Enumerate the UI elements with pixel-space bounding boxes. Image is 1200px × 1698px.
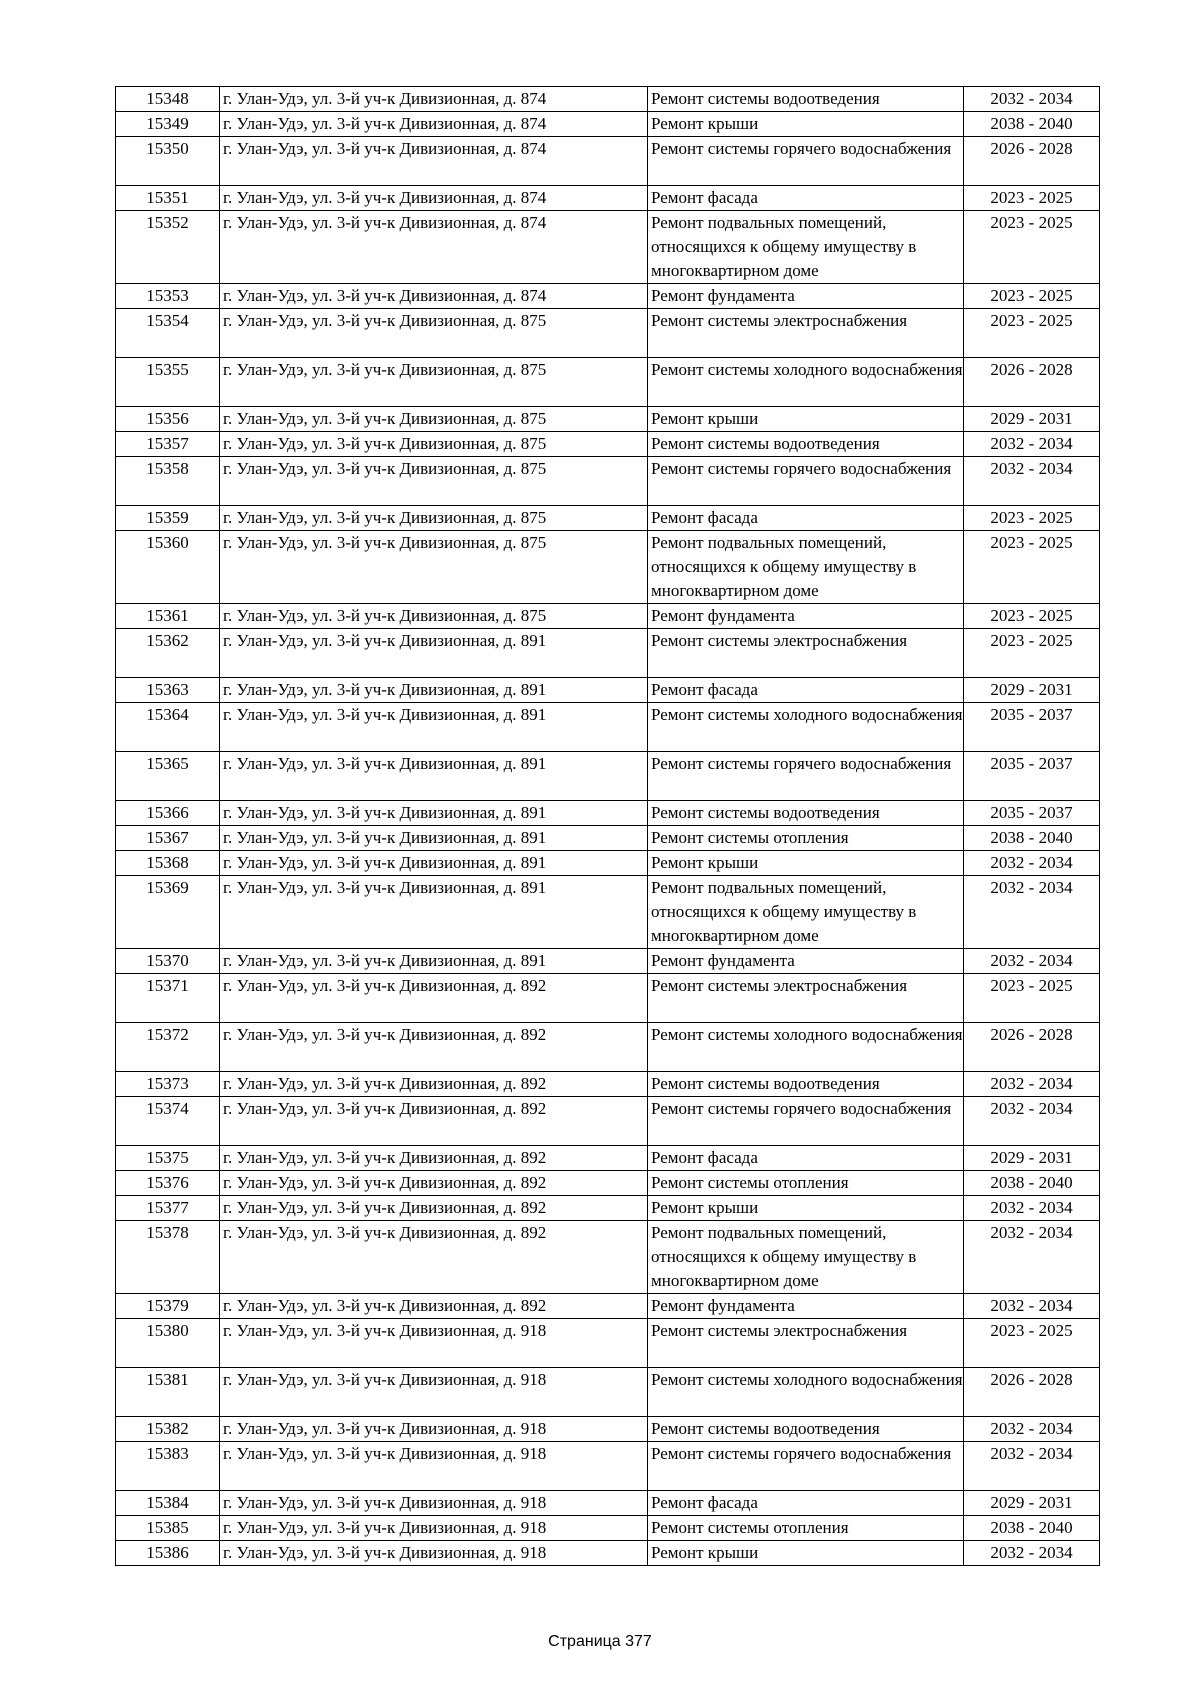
cell-address: г. Улан-Удэ, ул. 3-й уч-к Дивизионная, д. 874 (220, 112, 648, 137)
cell-work-type: Ремонт системы отопления (648, 826, 964, 851)
cell-address: г. Улан-Удэ, ул. 3-й уч-к Дивизионная, д. 891 (220, 629, 648, 678)
cell-work-type: Ремонт системы холодного водоснабжения (648, 1023, 964, 1072)
page-number: Страница 377 (548, 1633, 652, 1650)
cell-work-type: Ремонт фундамента (648, 284, 964, 309)
cell-number: 15370 (116, 949, 220, 974)
cell-period: 2023 - 2025 (964, 604, 1100, 629)
cell-address: г. Улан-Удэ, ул. 3-й уч-к Дивизионная, д. 918 (220, 1541, 648, 1566)
cell-number: 15379 (116, 1294, 220, 1319)
table-row (116, 531, 1100, 604)
table-row (116, 1417, 1100, 1442)
cell-number: 15367 (116, 826, 220, 851)
cell-address: г. Улан-Удэ, ул. 3-й уч-к Дивизионная, д. 874 (220, 211, 648, 284)
cell-period: 2032 - 2034 (964, 876, 1100, 949)
cell-address: г. Улан-Удэ, ул. 3-й уч-к Дивизионная, д. 918 (220, 1516, 648, 1541)
repair-schedule-table (115, 86, 1100, 1566)
cell-work-type: Ремонт системы электроснабжения (648, 309, 964, 358)
cell-address: г. Улан-Удэ, ул. 3-й уч-к Дивизионная, д. 892 (220, 974, 648, 1023)
cell-work-type: Ремонт системы водоотведения (648, 432, 964, 457)
cell-address: г. Улан-Удэ, ул. 3-й уч-к Дивизионная, д. 875 (220, 457, 648, 506)
cell-address: г. Улан-Удэ, ул. 3-й уч-к Дивизионная, д. 892 (220, 1072, 648, 1097)
cell-number: 15385 (116, 1516, 220, 1541)
cell-work-type: Ремонт фундамента (648, 949, 964, 974)
cell-period: 2023 - 2025 (964, 284, 1100, 309)
cell-work-type: Ремонт крыши (648, 1541, 964, 1566)
cell-address: г. Улан-Удэ, ул. 3-й уч-к Дивизионная, д. 874 (220, 137, 648, 186)
cell-work-type: Ремонт системы горячего водоснабжения (648, 137, 964, 186)
cell-address: г. Улан-Удэ, ул. 3-й уч-к Дивизионная, д. 875 (220, 309, 648, 358)
cell-work-type: Ремонт фундамента (648, 604, 964, 629)
cell-period: 2032 - 2034 (964, 87, 1100, 112)
cell-number: 15351 (116, 186, 220, 211)
cell-work-type: Ремонт системы холодного водоснабжения (648, 1368, 964, 1417)
cell-number: 15349 (116, 112, 220, 137)
cell-number: 15365 (116, 752, 220, 801)
cell-address: г. Улан-Удэ, ул. 3-й уч-к Дивизионная, д. 892 (220, 1146, 648, 1171)
table-body (116, 87, 1100, 1566)
cell-period: 2038 - 2040 (964, 826, 1100, 851)
cell-address: г. Улан-Удэ, ул. 3-й уч-к Дивизионная, д. 875 (220, 604, 648, 629)
table-row (116, 284, 1100, 309)
cell-work-type: Ремонт системы отопления (648, 1516, 964, 1541)
table-row (116, 432, 1100, 457)
cell-number: 15352 (116, 211, 220, 284)
cell-number: 15376 (116, 1171, 220, 1196)
cell-number: 15357 (116, 432, 220, 457)
cell-period: 2032 - 2034 (964, 1541, 1100, 1566)
cell-period: 2029 - 2031 (964, 1146, 1100, 1171)
table-row (116, 506, 1100, 531)
cell-period: 2032 - 2034 (964, 1097, 1100, 1146)
table-row (116, 876, 1100, 949)
cell-number: 15364 (116, 703, 220, 752)
cell-number: 15348 (116, 87, 220, 112)
cell-period: 2029 - 2031 (964, 1491, 1100, 1516)
cell-number: 15350 (116, 137, 220, 186)
table-row (116, 309, 1100, 358)
table-row (116, 678, 1100, 703)
cell-period: 2035 - 2037 (964, 752, 1100, 801)
cell-address: г. Улан-Удэ, ул. 3-й уч-к Дивизионная, д. 892 (220, 1023, 648, 1072)
cell-period: 2026 - 2028 (964, 358, 1100, 407)
cell-number: 15354 (116, 309, 220, 358)
cell-address: г. Улан-Удэ, ул. 3-й уч-к Дивизионная, д. 874 (220, 284, 648, 309)
cell-address: г. Улан-Удэ, ул. 3-й уч-к Дивизионная, д. 891 (220, 801, 648, 826)
table-row (116, 1196, 1100, 1221)
cell-address: г. Улан-Удэ, ул. 3-й уч-к Дивизионная, д. 891 (220, 703, 648, 752)
cell-work-type: Ремонт подвальных помещений, относящихся к общему имуществу в многоквартирном доме (648, 1221, 964, 1294)
cell-number: 15356 (116, 407, 220, 432)
table-row (116, 1294, 1100, 1319)
cell-work-type: Ремонт подвальных помещений, относящихся к общему имуществу в многоквартирном доме (648, 531, 964, 604)
cell-period: 2029 - 2031 (964, 678, 1100, 703)
cell-period: 2023 - 2025 (964, 186, 1100, 211)
table-row (116, 87, 1100, 112)
cell-work-type: Ремонт фасада (648, 186, 964, 211)
cell-address: г. Улан-Удэ, ул. 3-й уч-к Дивизионная, д. 918 (220, 1442, 648, 1491)
cell-number: 15366 (116, 801, 220, 826)
table-row (116, 974, 1100, 1023)
cell-number: 15359 (116, 506, 220, 531)
cell-address: г. Улан-Удэ, ул. 3-й уч-к Дивизионная, д. 918 (220, 1319, 648, 1368)
table-row (116, 604, 1100, 629)
cell-number: 15386 (116, 1541, 220, 1566)
cell-number: 15353 (116, 284, 220, 309)
table-row (116, 1442, 1100, 1491)
table-row (116, 1072, 1100, 1097)
cell-address: г. Улан-Удэ, ул. 3-й уч-к Дивизионная, д. 891 (220, 826, 648, 851)
table-row (116, 407, 1100, 432)
cell-number: 15368 (116, 851, 220, 876)
cell-number: 15383 (116, 1442, 220, 1491)
cell-work-type: Ремонт системы горячего водоснабжения (648, 752, 964, 801)
cell-address: г. Улан-Удэ, ул. 3-й уч-к Дивизионная, д. 875 (220, 531, 648, 604)
table-row (116, 1171, 1100, 1196)
table-row (116, 703, 1100, 752)
cell-work-type: Ремонт системы холодного водоснабжения (648, 703, 964, 752)
cell-work-type: Ремонт системы электроснабжения (648, 1319, 964, 1368)
cell-period: 2026 - 2028 (964, 1368, 1100, 1417)
table-row (116, 1319, 1100, 1368)
cell-period: 2035 - 2037 (964, 703, 1100, 752)
cell-period: 2032 - 2034 (964, 1417, 1100, 1442)
cell-number: 15373 (116, 1072, 220, 1097)
cell-work-type: Ремонт подвальных помещений, относящихся к общему имуществу в многоквартирном доме (648, 211, 964, 284)
cell-address: г. Улан-Удэ, ул. 3-й уч-к Дивизионная, д. 891 (220, 678, 648, 703)
cell-period: 2032 - 2034 (964, 457, 1100, 506)
cell-period: 2032 - 2034 (964, 1196, 1100, 1221)
table-row (116, 629, 1100, 678)
table-row (116, 1491, 1100, 1516)
cell-address: г. Улан-Удэ, ул. 3-й уч-к Дивизионная, д. 892 (220, 1171, 648, 1196)
cell-period: 2023 - 2025 (964, 211, 1100, 284)
cell-work-type: Ремонт системы электроснабжения (648, 974, 964, 1023)
cell-period: 2038 - 2040 (964, 112, 1100, 137)
cell-number: 15355 (116, 358, 220, 407)
cell-number: 15362 (116, 629, 220, 678)
cell-address: г. Улан-Удэ, ул. 3-й уч-к Дивизионная, д. 891 (220, 851, 648, 876)
table-row (116, 801, 1100, 826)
cell-address: г. Улан-Удэ, ул. 3-й уч-к Дивизионная, д. 891 (220, 752, 648, 801)
cell-number: 15377 (116, 1196, 220, 1221)
cell-number: 15360 (116, 531, 220, 604)
cell-work-type: Ремонт системы горячего водоснабжения (648, 457, 964, 506)
cell-address: г. Улан-Удэ, ул. 3-й уч-к Дивизионная, д. 874 (220, 186, 648, 211)
cell-address: г. Улан-Удэ, ул. 3-й уч-к Дивизионная, д. 892 (220, 1221, 648, 1294)
cell-number: 15382 (116, 1417, 220, 1442)
table-row (116, 211, 1100, 284)
cell-period: 2032 - 2034 (964, 851, 1100, 876)
cell-address: г. Улан-Удэ, ул. 3-й уч-к Дивизионная, д. 892 (220, 1196, 648, 1221)
cell-number: 15380 (116, 1319, 220, 1368)
cell-work-type: Ремонт системы горячего водоснабжения (648, 1097, 964, 1146)
cell-work-type: Ремонт фасада (648, 1146, 964, 1171)
cell-address: г. Улан-Удэ, ул. 3-й уч-к Дивизионная, д. 918 (220, 1368, 648, 1417)
cell-work-type: Ремонт системы электроснабжения (648, 629, 964, 678)
cell-period: 2032 - 2034 (964, 1072, 1100, 1097)
cell-period: 2038 - 2040 (964, 1516, 1100, 1541)
cell-address: г. Улан-Удэ, ул. 3-й уч-к Дивизионная, д. 891 (220, 949, 648, 974)
cell-number: 15381 (116, 1368, 220, 1417)
cell-address: г. Улан-Удэ, ул. 3-й уч-к Дивизионная, д. 892 (220, 1294, 648, 1319)
table-row (116, 1541, 1100, 1566)
cell-work-type: Ремонт крыши (648, 851, 964, 876)
cell-work-type: Ремонт фасада (648, 678, 964, 703)
cell-address: г. Улан-Удэ, ул. 3-й уч-к Дивизионная, д. 874 (220, 87, 648, 112)
cell-number: 15375 (116, 1146, 220, 1171)
cell-number: 15378 (116, 1221, 220, 1294)
cell-work-type: Ремонт фасада (648, 1491, 964, 1516)
cell-number: 15374 (116, 1097, 220, 1146)
cell-work-type: Ремонт системы водоотведения (648, 87, 964, 112)
cell-address: г. Улан-Удэ, ул. 3-й уч-к Дивизионная, д. 892 (220, 1097, 648, 1146)
cell-address: г. Улан-Удэ, ул. 3-й уч-к Дивизионная, д. 918 (220, 1417, 648, 1442)
cell-period: 2026 - 2028 (964, 137, 1100, 186)
cell-period: 2032 - 2034 (964, 1221, 1100, 1294)
cell-address: г. Улан-Удэ, ул. 3-й уч-к Дивизионная, д. 875 (220, 407, 648, 432)
cell-period: 2023 - 2025 (964, 974, 1100, 1023)
cell-work-type: Ремонт системы горячего водоснабжения (648, 1442, 964, 1491)
table-row (116, 851, 1100, 876)
cell-address: г. Улан-Удэ, ул. 3-й уч-к Дивизионная, д. 875 (220, 358, 648, 407)
table-row (116, 137, 1100, 186)
cell-address: г. Улан-Удэ, ул. 3-й уч-к Дивизионная, д. 875 (220, 432, 648, 457)
cell-period: 2032 - 2034 (964, 1294, 1100, 1319)
cell-number: 15384 (116, 1491, 220, 1516)
cell-number: 15371 (116, 974, 220, 1023)
cell-work-type: Ремонт системы водоотведения (648, 801, 964, 826)
cell-period: 2023 - 2025 (964, 506, 1100, 531)
cell-address: г. Улан-Удэ, ул. 3-й уч-к Дивизионная, д. 891 (220, 876, 648, 949)
cell-period: 2038 - 2040 (964, 1171, 1100, 1196)
table-row (116, 1146, 1100, 1171)
cell-work-type: Ремонт подвальных помещений, относящихся к общему имуществу в многоквартирном доме (648, 876, 964, 949)
cell-work-type: Ремонт крыши (648, 112, 964, 137)
cell-period: 2032 - 2034 (964, 949, 1100, 974)
cell-work-type: Ремонт крыши (648, 1196, 964, 1221)
table-row (116, 358, 1100, 407)
cell-number: 15372 (116, 1023, 220, 1072)
table-row (116, 826, 1100, 851)
table-row (116, 1368, 1100, 1417)
cell-period: 2023 - 2025 (964, 309, 1100, 358)
cell-period: 2032 - 2034 (964, 432, 1100, 457)
table-row (116, 949, 1100, 974)
cell-work-type: Ремонт крыши (648, 407, 964, 432)
cell-period: 2023 - 2025 (964, 1319, 1100, 1368)
cell-work-type: Ремонт фундамента (648, 1294, 964, 1319)
table-row (116, 112, 1100, 137)
cell-number: 15361 (116, 604, 220, 629)
table-row (116, 1023, 1100, 1072)
table-row (116, 457, 1100, 506)
cell-period: 2035 - 2037 (964, 801, 1100, 826)
cell-period: 2029 - 2031 (964, 407, 1100, 432)
cell-address: г. Улан-Удэ, ул. 3-й уч-к Дивизионная, д. 918 (220, 1491, 648, 1516)
cell-number: 15369 (116, 876, 220, 949)
table-row (116, 752, 1100, 801)
cell-work-type: Ремонт системы холодного водоснабжения (648, 358, 964, 407)
cell-number: 15363 (116, 678, 220, 703)
cell-work-type: Ремонт системы отопления (648, 1171, 964, 1196)
cell-work-type: Ремонт системы водоотведения (648, 1417, 964, 1442)
cell-number: 15358 (116, 457, 220, 506)
cell-work-type: Ремонт фасада (648, 506, 964, 531)
cell-address: г. Улан-Удэ, ул. 3-й уч-к Дивизионная, д. 875 (220, 506, 648, 531)
table-row (116, 186, 1100, 211)
cell-period: 2026 - 2028 (964, 1023, 1100, 1072)
table-row (116, 1097, 1100, 1146)
cell-period: 2023 - 2025 (964, 531, 1100, 604)
cell-period: 2032 - 2034 (964, 1442, 1100, 1491)
cell-period: 2023 - 2025 (964, 629, 1100, 678)
cell-work-type: Ремонт системы водоотведения (648, 1072, 964, 1097)
table-row (116, 1516, 1100, 1541)
table-row (116, 1221, 1100, 1294)
